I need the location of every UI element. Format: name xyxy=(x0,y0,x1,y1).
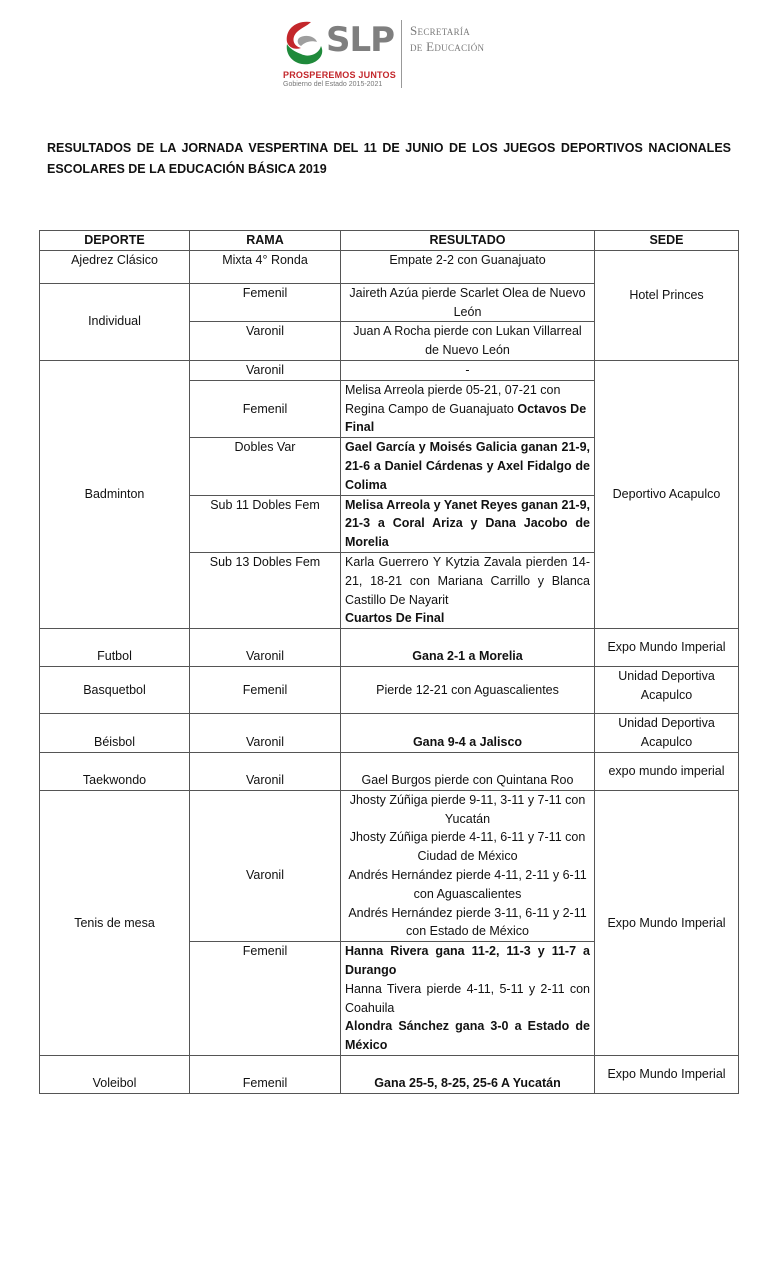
cell-rama: Femenil xyxy=(190,1056,341,1094)
cell-rama: Dobles Var xyxy=(190,438,341,495)
cell-rama: Femenil xyxy=(190,667,341,714)
result-phase: Cuartos De Final xyxy=(345,611,445,626)
cell-rama: Varonil xyxy=(190,752,341,790)
cell-deporte: Badminton xyxy=(40,360,190,628)
cell-resultado: Pierde 12-21 con Aguascalientes xyxy=(341,667,595,714)
cell-resultado: Gael García y Moisés Galicia ganan 21-9, 21-6 a Daniel Cárdenas y Axel Fidalgo de Colima xyxy=(341,438,595,495)
cell-resultado: Jaireth Azúa pierde Scarlet Olea de Nuevo León xyxy=(341,283,595,322)
cell-resultado: Melisa Arreola y Yanet Reyes ganan 21-9, 21-3 a Coral Ariza y Dana Jacobo de Morelia xyxy=(341,495,595,552)
result-text: Karla Guerrero Y Kytzia Zavala pierden 14-21, 18-21 con Mariana Carrillo y Blanca Castillo De Nayarit xyxy=(345,554,590,607)
cell-resultado: Juan A Rocha pierde con Lukan Villarreal de Nuevo León xyxy=(341,322,595,361)
cell-rama: Femenil xyxy=(190,942,341,1056)
cell-sede: expo mundo imperial xyxy=(595,752,739,790)
result-line: Jhosty Zúñiga pierde 4-11, 6-11 y 7-11 con Ciudad de México xyxy=(349,830,586,864)
cell-deporte: Taekwondo xyxy=(40,752,190,790)
cell-deporte: Tenis de mesa xyxy=(40,790,190,1055)
cell-rama: Varonil xyxy=(190,629,341,667)
table-row xyxy=(40,714,739,753)
cell-rama: Femenil xyxy=(190,380,341,437)
table-row xyxy=(40,790,739,941)
logo-text: SLP xyxy=(326,20,395,60)
header-rama: RAMA xyxy=(190,231,341,251)
cell-rama: Varonil xyxy=(190,322,341,361)
cell-rama: Varonil xyxy=(190,714,341,753)
header-resultado: RESULTADO xyxy=(341,231,595,251)
cell-resultado xyxy=(341,380,595,437)
table-row xyxy=(40,752,739,790)
cell-sede: Deportivo Acapulco xyxy=(595,360,739,628)
cell-resultado: Gana 25-5, 8-25, 25-6 A Yucatán xyxy=(341,1056,595,1094)
result-phase: Octavos De Final xyxy=(345,401,587,435)
cell-rama: Sub 13 Dobles Fem xyxy=(190,552,341,628)
page-header xyxy=(0,14,777,94)
table-row xyxy=(40,667,739,714)
cell-resultado xyxy=(341,552,595,628)
result-line: Alondra Sánchez gana 3-0 a Estado de México xyxy=(345,1019,590,1053)
table-row xyxy=(40,250,739,283)
table-row xyxy=(40,360,739,380)
document-title: RESULTADOS DE LA JORNADA VESPERTINA DEL 11 DE JUNIO DE LOS JUEGOS DEPORTIVOS NACIONALES ESCOLARES DE LA EDUCACIÓN BÁSICA 2019 xyxy=(47,141,731,176)
result-line: Andrés Hernández pierde 3-11, 6-11 y 2-11 con Estado de México xyxy=(348,905,587,939)
secretaria-label xyxy=(410,23,484,55)
results-table xyxy=(39,230,739,1094)
table-row xyxy=(40,629,739,667)
cell-deporte: Ajedrez Clásico xyxy=(40,250,190,283)
header-divider xyxy=(401,20,402,88)
header-deporte: DEPORTE xyxy=(40,231,190,251)
cell-sede: Expo Mundo Imperial xyxy=(595,629,739,667)
slp-logo-icon xyxy=(281,18,329,70)
cell-deporte: Voleibol xyxy=(40,1056,190,1094)
cell-deporte: Béisbol xyxy=(40,714,190,753)
header-sede: SEDE xyxy=(595,231,739,251)
result-text: Melisa Arreola pierde 05-21, 07-21 con Regina Campo de Guanajuato xyxy=(345,382,561,416)
table-header-row xyxy=(40,231,739,251)
cell-deporte: Individual xyxy=(40,283,190,360)
cell-rama: Mixta 4° Ronda xyxy=(190,250,341,283)
cell-resultado: - xyxy=(341,360,595,380)
cell-sede: Expo Mundo Imperial xyxy=(595,790,739,1055)
cell-resultado: Gana 9-4 a Jalisco xyxy=(341,714,595,753)
cell-resultado: Gael Burgos pierde con Quintana Roo xyxy=(341,752,595,790)
cell-resultado xyxy=(341,942,595,1056)
cell-sede: Unidad Deportiva Acapulco xyxy=(595,667,739,714)
cell-sede: Unidad Deportiva Acapulco xyxy=(595,714,739,753)
cell-rama: Sub 11 Dobles Fem xyxy=(190,495,341,552)
cell-sede: Expo Mundo Imperial xyxy=(595,1056,739,1094)
result-line: Andrés Hernández pierde 4-11, 2-11 y 6-11 con Aguascalientes xyxy=(348,867,587,901)
cell-rama: Femenil xyxy=(190,283,341,322)
cell-resultado xyxy=(341,790,595,941)
cell-sede: Hotel Princes xyxy=(595,250,739,360)
result-line: Hanna Rivera gana 11-2, 11-3 y 11-7 a Durango xyxy=(345,944,590,977)
result-line: Hanna Tivera pierde 4-11, 5-11 y 2-11 con Coahuila xyxy=(345,981,590,1015)
secretaria-line-2: de Educación xyxy=(410,39,485,54)
table-row xyxy=(40,1056,739,1094)
cell-resultado: Empate 2-2 con Guanajuato xyxy=(341,250,595,283)
logo-tagline: PROSPEREMOS JUNTOS xyxy=(283,70,396,80)
cell-rama: Varonil xyxy=(190,790,341,941)
cell-deporte: Futbol xyxy=(40,629,190,667)
result-line: Jhosty Zúñiga pierde 9-11, 3-11 y 7-11 con Yucatán xyxy=(349,792,586,826)
cell-resultado: Gana 2-1 a Morelia xyxy=(341,629,595,667)
cell-rama: Varonil xyxy=(190,360,341,380)
cell-deporte: Basquetbol xyxy=(40,667,190,714)
secretaria-line-1: Secretaría xyxy=(410,23,471,38)
gov-period: Gobierno del Estado 2015-2021 xyxy=(283,81,383,88)
